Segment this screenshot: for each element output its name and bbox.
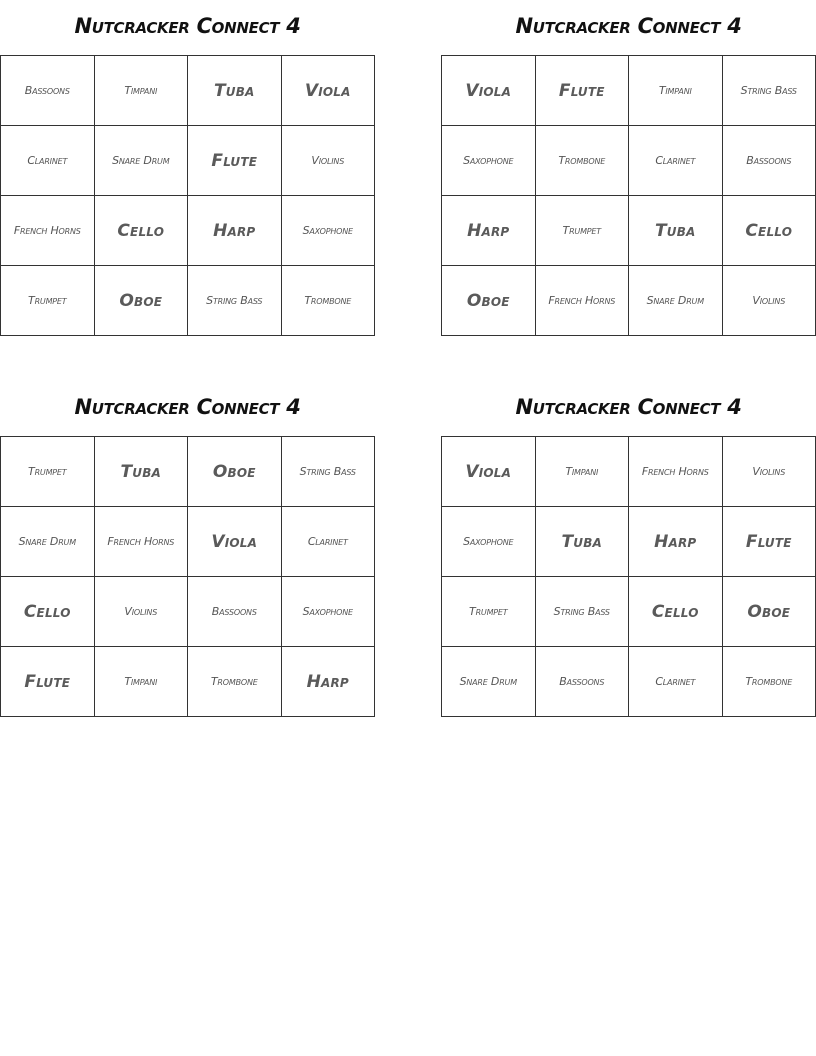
grid-cell: Saxophone	[442, 507, 536, 577]
grid-cell: Flute	[1, 647, 95, 717]
grid-cell: Snare Drum	[1, 507, 95, 577]
grid-cell: Viola	[442, 437, 536, 507]
card-title: Nutcracker Connect 4	[515, 14, 742, 38]
grid-cell: Cello	[1, 577, 95, 647]
card-grid	[0, 55, 375, 336]
grid-cell: Tuba	[95, 437, 189, 507]
grid-cell: Viola	[188, 507, 282, 577]
grid-cell: Snare Drum	[95, 126, 189, 196]
grid-cell: Trombone	[723, 647, 816, 717]
grid-cell: Violins	[723, 266, 816, 336]
grid-cell: Oboe	[723, 577, 816, 647]
grid-cell: Saxophone	[282, 196, 376, 266]
grid-cell: String Bass	[282, 437, 376, 507]
grid-cell: Saxophone	[282, 577, 376, 647]
grid-cell: Harp	[188, 196, 282, 266]
grid-cell: Timpani	[536, 437, 630, 507]
grid-cell: Tuba	[629, 196, 723, 266]
grid-cell: Cello	[629, 577, 723, 647]
grid-cell: Violins	[282, 126, 376, 196]
grid-cell: Flute	[536, 56, 630, 126]
grid-cell: French Horns	[1, 196, 95, 266]
card-grid	[441, 436, 816, 717]
grid-cell: Clarinet	[1, 126, 95, 196]
grid-cell: Timpani	[95, 647, 189, 717]
grid-cell: Clarinet	[282, 507, 376, 577]
grid-cell: Trombone	[282, 266, 376, 336]
grid-cell: Viola	[442, 56, 536, 126]
grid-cell: Tuba	[536, 507, 630, 577]
grid-cell: Clarinet	[629, 647, 723, 717]
card-grid	[0, 436, 375, 717]
grid-cell: Trumpet	[1, 437, 95, 507]
grid-cell: Timpani	[95, 56, 189, 126]
grid-cell: Oboe	[188, 437, 282, 507]
grid-cell: Snare Drum	[442, 647, 536, 717]
grid-cell: Harp	[442, 196, 536, 266]
grid-cell: Trombone	[536, 126, 630, 196]
grid-cell: Tuba	[188, 56, 282, 126]
grid-cell: Bassoons	[188, 577, 282, 647]
grid-cell: Bassoons	[723, 126, 816, 196]
grid-cell: French Horns	[95, 507, 189, 577]
grid-cell: Trombone	[188, 647, 282, 717]
grid-cell: Oboe	[95, 266, 189, 336]
grid-cell: Harp	[629, 507, 723, 577]
card-title: Nutcracker Connect 4	[74, 395, 301, 419]
grid-cell: String Bass	[723, 56, 816, 126]
grid-cell: Violins	[95, 577, 189, 647]
grid-cell: Bassoons	[536, 647, 630, 717]
card-title: Nutcracker Connect 4	[74, 14, 301, 38]
grid-cell: String Bass	[188, 266, 282, 336]
grid-cell: Trumpet	[536, 196, 630, 266]
grid-cell: Harp	[282, 647, 376, 717]
card-title: Nutcracker Connect 4	[515, 395, 742, 419]
grid-cell: Clarinet	[629, 126, 723, 196]
grid-cell: Timpani	[629, 56, 723, 126]
grid-cell: Saxophone	[442, 126, 536, 196]
grid-cell: Bassoons	[1, 56, 95, 126]
grid-cell: Viola	[282, 56, 376, 126]
grid-cell: Violins	[723, 437, 816, 507]
grid-cell: Flute	[188, 126, 282, 196]
grid-cell: Trumpet	[1, 266, 95, 336]
grid-cell: Oboe	[442, 266, 536, 336]
grid-cell: String Bass	[536, 577, 630, 647]
grid-cell: Cello	[95, 196, 189, 266]
grid-cell: Snare Drum	[629, 266, 723, 336]
grid-cell: French Horns	[629, 437, 723, 507]
card-grid	[441, 55, 816, 336]
grid-cell: Trumpet	[442, 577, 536, 647]
grid-cell: Cello	[723, 196, 816, 266]
grid-cell: French Horns	[536, 266, 630, 336]
grid-cell: Flute	[723, 507, 816, 577]
